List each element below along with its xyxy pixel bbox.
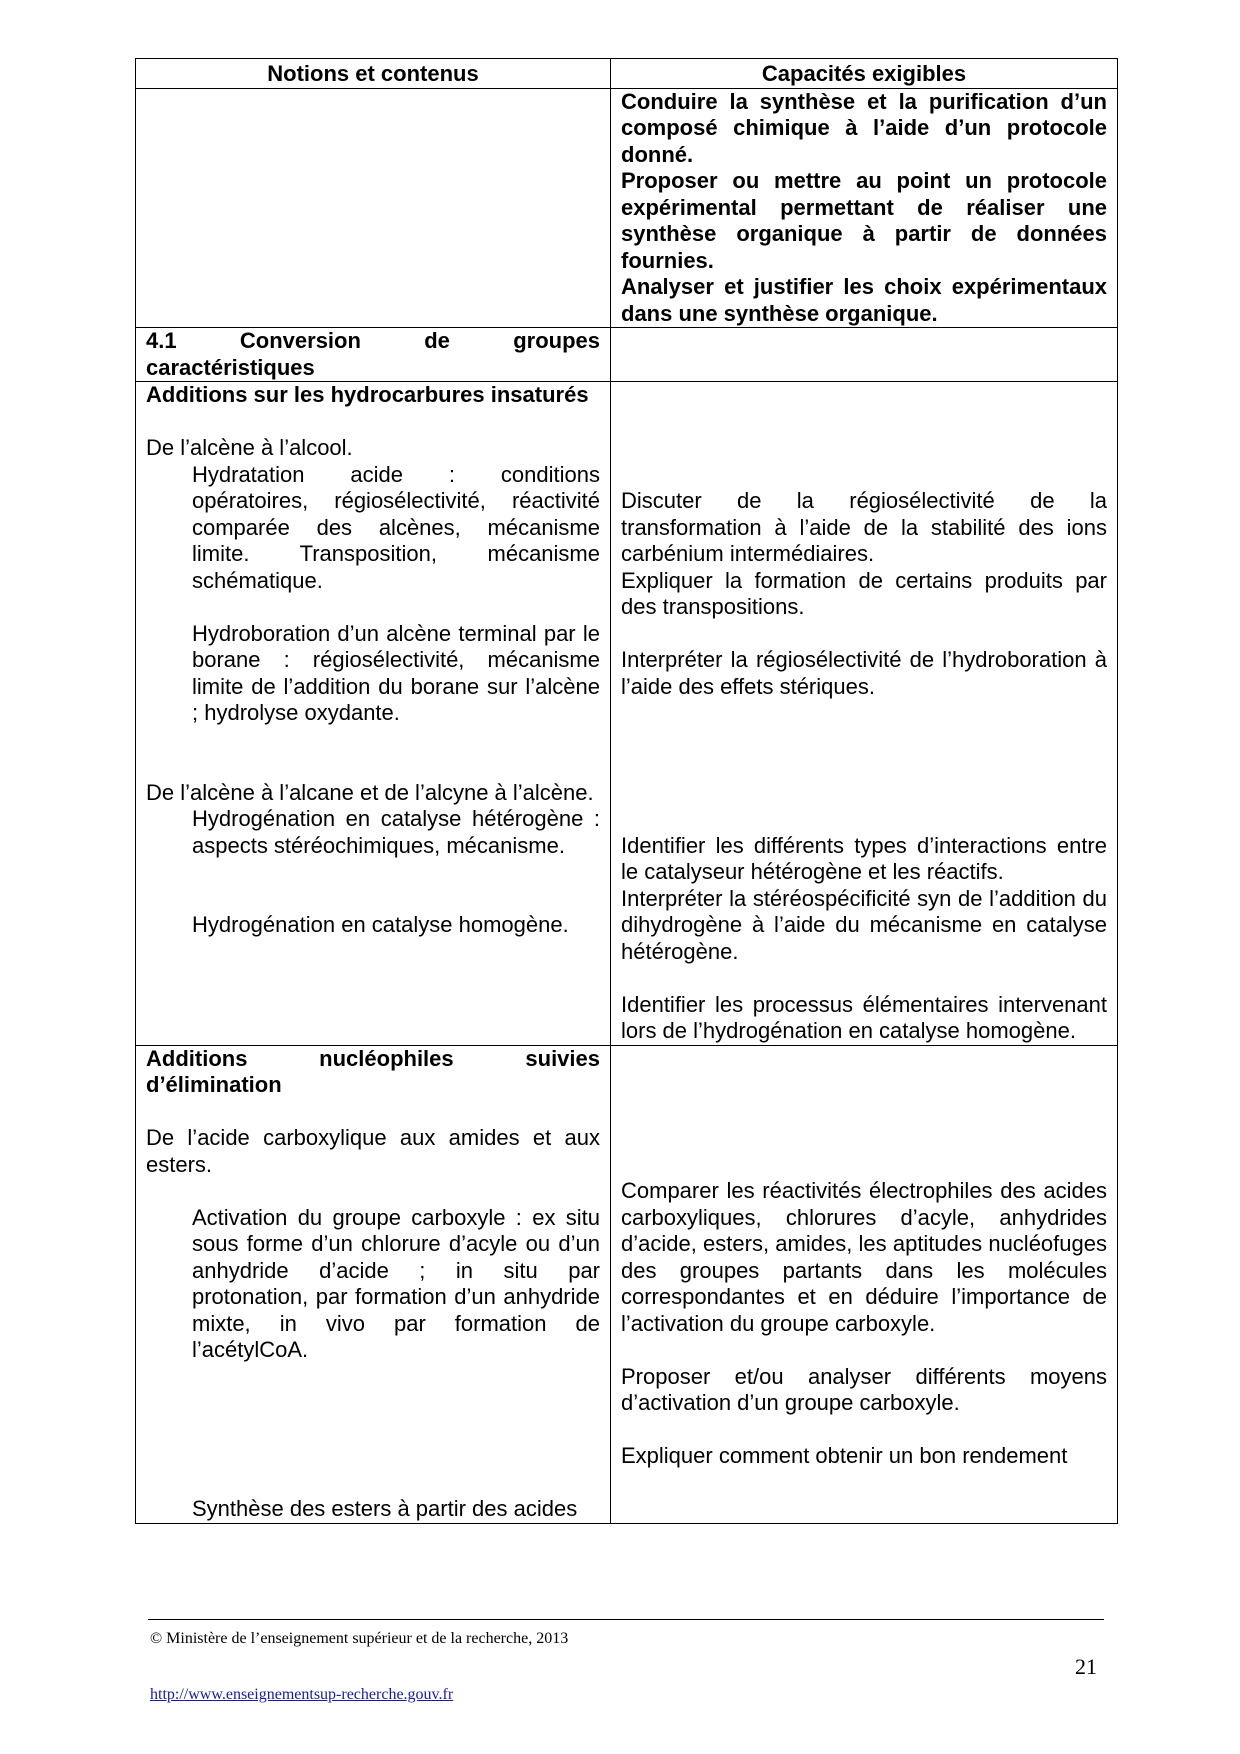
table-row	[136, 382, 1118, 1046]
hydrogenation-het-capacity-1: Identifier les différents types d’interactions entre le catalyseur hétérogène et les réactifs.	[621, 832, 1107, 884]
footer-url-link[interactable]: http://www.enseignementsup-recherche.gouv.fr	[150, 1686, 454, 1703]
alcane-alcyne-heading: De l’alcène à l’alcane et de l’alcyne à l’alcène.	[146, 779, 594, 805]
table-row	[136, 88, 1118, 328]
hydrogenation-het-capacity-2: Interpréter la stéréospécificité syn de l’addition du dihydrogène à l’aide du mécanisme en catalyse hétérogène.	[621, 885, 1107, 964]
esters-capacity: Expliquer comment obtenir un bon rendement	[621, 1443, 1068, 1468]
table-header-row	[136, 59, 1118, 89]
capacity-cell	[611, 1045, 1118, 1523]
hydratation-notion: Hydratation acide : conditions opératoires, régiosélectivité, réactivité comparée des alcènes, mécanisme limite. Transposition, mécanisme schématique.	[192, 461, 600, 593]
esters-notion: Synthèse des esters à partir des acides	[192, 1496, 578, 1521]
acide-amides-heading: De l’acide carboxylique aux amides et aux esters.	[146, 1125, 600, 1177]
table-row	[136, 1045, 1118, 1523]
capacity-cell	[611, 88, 1118, 328]
capacity-cell	[611, 328, 1118, 382]
hydratation-capacity-2: Expliquer la formation de certains produits par des transpositions.	[621, 567, 1107, 619]
intro-capacity-2: Proposer ou mettre au point un protocole expérimental permettant de réaliser une synthèse organique à partir de données fournies.	[621, 168, 1107, 273]
intro-capacity-3: Analyser et justifier les choix expérimentaux dans une synthèse organique.	[621, 274, 1107, 326]
hydroboration-notion: Hydroboration d’un alcène terminal par le borane : régiosélectivité, mécanisme limite de l’addition du borane sur l’alcène ; hydrolyse oxydante.	[192, 620, 600, 725]
section-title: 4.1 Conversion de groupes caractéristiques	[146, 328, 600, 380]
intro-capacity-1: Conduire la synthèse et la purification d’un composé chimique à l’aide d’un protocole donné.	[621, 88, 1107, 167]
additions-title: Additions sur les hydrocarbures insaturés	[146, 382, 589, 407]
hydroboration-capacity: Interpréter la régiosélectivité de l’hydroboration à l’aide des effets stériques.	[621, 647, 1107, 699]
program-table	[135, 58, 1118, 1524]
capacity-cell	[611, 382, 1118, 1046]
activation-capacity-2: Proposer et/ou analyser différents moyens d’activation d’un groupe carboxyle.	[621, 1363, 1107, 1415]
notion-cell	[136, 328, 611, 382]
notion-cell	[136, 382, 611, 1046]
notion-cell	[136, 1045, 611, 1523]
hydrogenation-het-notion: Hydrogénation en catalyse hétérogène : aspects stéréochimiques, mécanisme.	[192, 806, 600, 858]
activation-capacity-1: Comparer les réactivités électrophiles des acides carboxyliques, chlorures d’acyle, anhydrides d’acide, esters, amides, les aptitudes nucléofuges des groupes partants dans les molécules correspondantes et en déduire l’importance de l’activation du groupe carboxyle.	[621, 1178, 1107, 1336]
activation-notion: Activation du groupe carboxyle : ex situ sous forme d’un chlorure d’acyle ou d’un anhydride d’acide ; in situ par protonation, par formation d’un anhydride mixte, in vivo par formation de l’acétylCoA.	[192, 1204, 600, 1362]
alcene-alcool-heading: De l’alcène à l’alcool.	[146, 435, 353, 460]
page-number: 21	[1075, 1654, 1097, 1679]
footer-divider	[148, 1619, 1104, 1620]
hydrogenation-hom-notion: Hydrogénation en catalyse homogène.	[192, 912, 569, 937]
footer-copyright: © Ministère de l’enseignement supérieur et de la recherche, 2013	[150, 1630, 569, 1647]
notion-cell	[136, 88, 611, 328]
header-capacites: Capacités exigibles	[611, 59, 1118, 89]
hydratation-capacity-1: Discuter de la régiosélectivité de la transformation à l’aide de la stabilité des ions carbénium intermédiaires.	[621, 488, 1107, 566]
nucleophiles-title: Additions nucléophiles suivies d’élimination	[146, 1045, 600, 1097]
hydrogenation-hom-capacity: Identifier les processus élémentaires intervenant lors de l’hydrogénation en catalyse homogène.	[621, 991, 1107, 1043]
table-row	[136, 328, 1118, 382]
header-notions: Notions et contenus	[136, 59, 611, 89]
